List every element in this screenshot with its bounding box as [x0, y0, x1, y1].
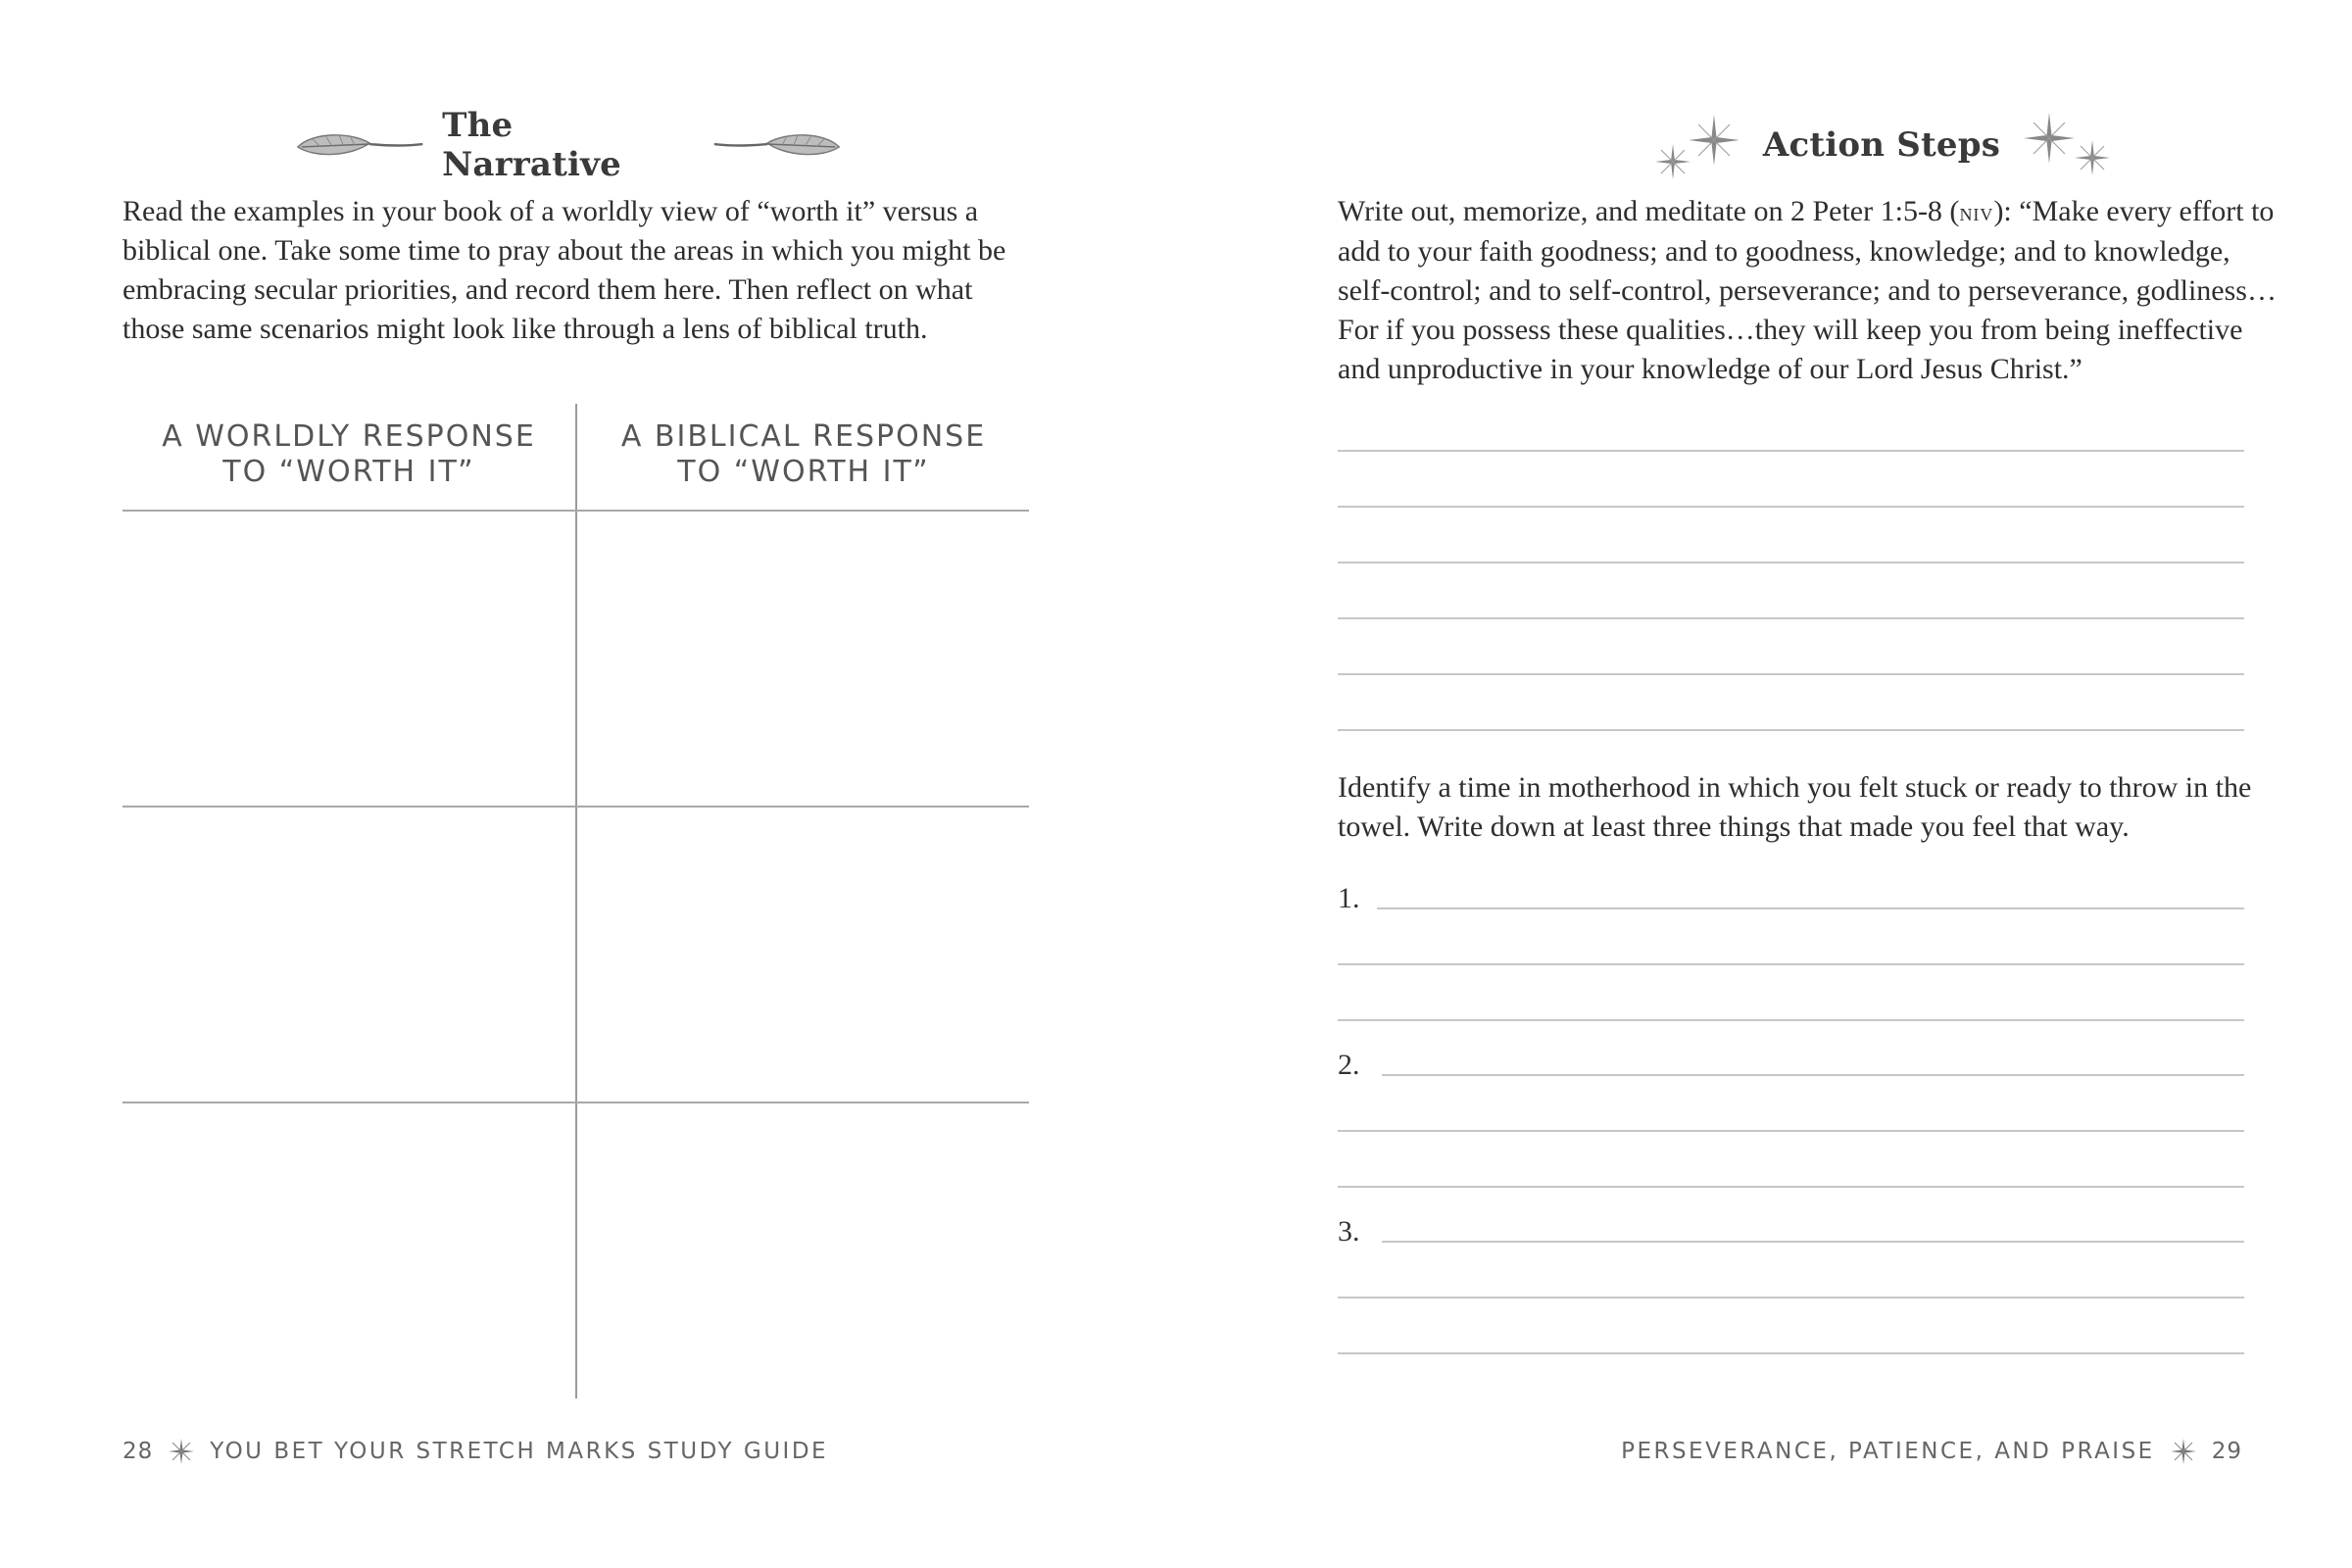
writing-line[interactable] — [1338, 673, 2244, 675]
left-footer — [122, 1437, 828, 1466]
table-cell-worldly[interactable] — [122, 1105, 573, 1398]
table-cell-worldly[interactable] — [122, 514, 573, 804]
writing-line[interactable] — [1338, 562, 2244, 564]
right-footer — [1621, 1437, 2242, 1466]
table-cell-biblical[interactable] — [579, 1105, 1029, 1398]
writing-line[interactable] — [1338, 729, 2244, 731]
sparkles-left-icon — [1649, 111, 1747, 179]
writing-line[interactable] — [1382, 1241, 2244, 1243]
sparkle-icon — [167, 1437, 196, 1466]
page-number: 29 — [2211, 1439, 2242, 1464]
scripture-instructions: Write out, memorize, and meditate on 2 Peter 1:5-8 (niv): “Make every effort to add to your faith goodness; and to goodness, knowledge; and to knowledge, self-control; and to self-control, perseverance; and to perseverance, godliness… For if you possess these qualities…they will keep you from being ineffective and unproductive in your knowledge of our Lord Jesus Christ.” — [1338, 195, 2277, 385]
column-header-worldly: A WORLDLY RESPONSE TO “WORTH IT” — [162, 419, 536, 489]
writing-line[interactable] — [1338, 506, 2244, 508]
page-number: 28 — [122, 1439, 154, 1464]
feather-left-icon — [294, 125, 426, 165]
sparkle-icon — [2169, 1437, 2198, 1466]
action-steps-heading — [1568, 116, 2205, 174]
column-header-biblical: A BIBLICAL RESPONSE TO “WORTH IT” — [620, 419, 987, 489]
feather-right-icon — [710, 125, 843, 165]
right-page — [1176, 0, 2352, 1568]
writing-line[interactable] — [1338, 1130, 2244, 1132]
table-header-rule — [122, 510, 1029, 512]
section-title: The Narrative — [442, 106, 621, 184]
running-title: PERSEVERANCE, PATIENCE, AND PRAISE — [1621, 1439, 2155, 1464]
writing-line[interactable] — [1377, 907, 2244, 909]
writing-line[interactable] — [1338, 1352, 2244, 1354]
list-number: 1. — [1338, 882, 1360, 914]
list-number: 2. — [1338, 1049, 1360, 1081]
table-cell-biblical[interactable] — [579, 809, 1029, 1100]
table-column-divider — [575, 404, 577, 1398]
table-cell-biblical[interactable] — [579, 514, 1029, 804]
table-cell-worldly[interactable] — [122, 809, 573, 1100]
table-row-rule — [122, 806, 1029, 808]
writing-line[interactable] — [1338, 1019, 2244, 1021]
running-title: YOU BET YOUR STRETCH MARKS STUDY GUIDE — [210, 1439, 829, 1464]
writing-line[interactable] — [1338, 617, 2244, 619]
reflection-instructions: Identify a time in motherhood in which you felt stuck or ready to throw in the towel. Write down at least three things that made you feel that way. — [1338, 771, 2252, 843]
writing-line[interactable] — [1382, 1074, 2244, 1076]
writing-line[interactable] — [1338, 1297, 2244, 1298]
list-number: 3. — [1338, 1215, 1360, 1248]
narrative-instructions: Read the examples in your book of a worldly view of “worth it” versus a biblical one. Take some time to pray about the areas in which you might be embracing secular priorities, and record them here. Then reflect on what those same scenarios might look like through a lens of biblical truth. — [122, 195, 1006, 345]
section-title: Action Steps — [1762, 125, 2001, 165]
writing-line[interactable] — [1338, 1186, 2244, 1188]
narrative-heading — [294, 106, 843, 184]
table-row-rule — [122, 1102, 1029, 1103]
writing-line[interactable] — [1338, 963, 2244, 965]
response-table — [122, 404, 1029, 1398]
sparkles-right-icon — [2016, 111, 2124, 179]
writing-line[interactable] — [1338, 450, 2244, 452]
